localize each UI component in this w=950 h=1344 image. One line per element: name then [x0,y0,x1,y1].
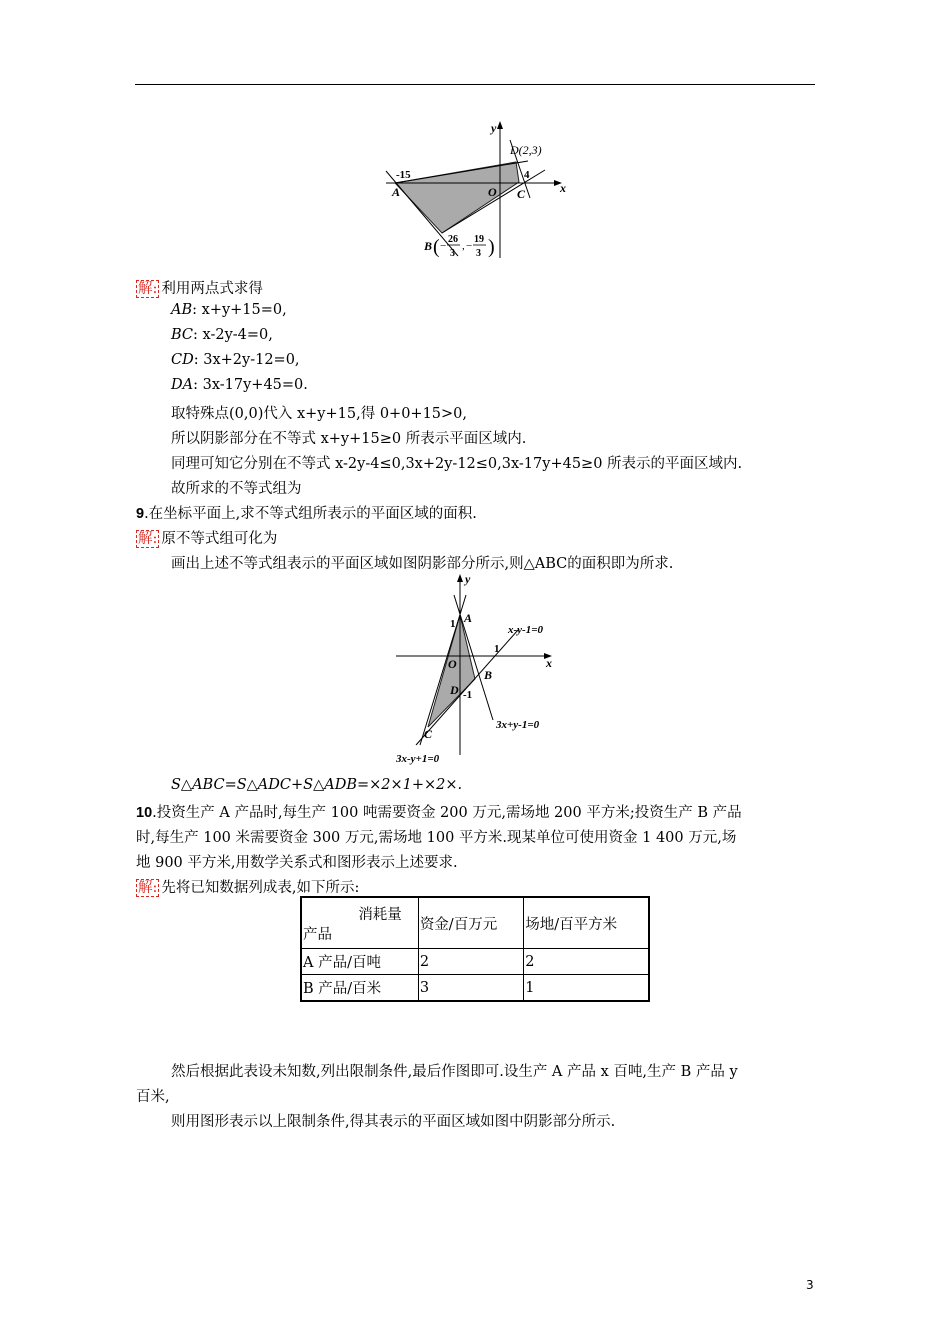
point-c-label: C [424,727,433,741]
line2-label: 3x+y-1=0 [496,719,540,731]
table-row [301,949,649,975]
table-header-row [301,897,649,949]
q10-line3: 地 900 平方米,用数学关系式和图形表示上述要求. [136,855,458,871]
da-eq: : 3x-17y+45=0. [193,377,308,393]
y-arrow [457,574,463,582]
q9-line [136,502,477,523]
q10-line2: 时,每生产 100 米需要资金 300 万元,需场地 100 平方米.现某单位可使用资金 1 400 万元,场 [136,830,737,846]
q10-number: 10 [136,805,153,821]
row-funds: 2 [418,949,523,975]
special-point-text: 取特殊点(0,0)代入 x+y+15,得 0+0+15>0, [171,406,468,422]
line1-label: x-y-1=0 [508,624,543,636]
data-table [300,896,650,1002]
bc-label: BC [171,327,194,343]
q9-draw-text: 画出上述不等式组表示的平面区域如图阴影部分所示,则△ABC的面积即为所求. [171,556,674,572]
q9-answer-line [136,527,277,548]
b-x-num: 26 [448,234,458,245]
row-space: 2 [524,949,649,975]
b-comma: , [462,240,465,252]
q10-answer-intro: 先将已知数据列成表,如下所示: [161,880,360,896]
point-d-label: D [450,683,459,697]
eq-cd [171,352,300,368]
conclusion-text: 故所求的不等式组为 [171,481,302,497]
q10-text1: .投资生产 A 产品时,每生产 100 吨需要资金 200 万元,需场地 200 平方米;投资生产 B 产品 [152,805,742,821]
closing-line1: 然后根据此表设未知数,列出限制条件,最后作图即可.设生产 A 产品 x 百吨,生产 B 产品 y [171,1064,738,1080]
figure-triangle [390,570,570,770]
shaded-triangle [428,615,475,727]
row-product: B 产品/百米 [301,975,418,1002]
row-product: A 产品/百吨 [301,949,418,975]
label-neg1: -1 [463,689,473,701]
q10-line1 [136,801,742,822]
diagonal-header-cell [301,897,418,949]
b-y-den: 3 [476,248,481,259]
header-rule [135,84,815,85]
eq-ab [171,302,287,318]
origin-label: O [448,657,457,671]
da-label: DA [171,377,194,393]
answer-tag: 解: [138,531,158,547]
point-c-label: C [517,187,526,201]
b-minus-y: − [466,240,473,252]
row-funds: 3 [418,975,523,1002]
eq-bc [171,327,273,343]
cd-eq: : 3x+2y-12=0, [193,352,300,368]
eq-da [171,377,308,393]
origin-label: O [488,185,497,199]
y-label: y [465,572,471,586]
page-number: 3 [806,1278,814,1292]
header-space: 场地/百平方米 [524,897,649,949]
point-b-label: B [424,239,433,253]
label-1-x: 1 [494,643,500,655]
b-y-num: 19 [474,234,484,245]
header-consumption: 消耗量 [358,907,402,923]
area-formula: S△ABC=S△ADC+S△ADB=×2×1+×2×. [171,777,463,793]
point-d-label: D(2,3) [510,143,542,157]
row-space: 1 [524,975,649,1002]
q9-number: 9 [136,506,145,522]
label-4: 4 [524,169,530,181]
sec8-intro: 利用两点式求得 [161,281,263,297]
q10-answer-line [136,876,359,897]
label-1-y: 1 [450,618,456,630]
y-label: y [491,121,497,135]
y-arrow [497,121,503,129]
b-minus-x: − [440,240,447,252]
point-b-label: B [484,668,493,682]
ab-eq: : x+y+15=0, [192,302,287,318]
q9-text: .在坐标平面上,求不等式组所表示的平面区域的面积. [144,506,477,522]
x-label: x [560,181,566,195]
table-row [301,975,649,1002]
line3-label: 3x-y+1=0 [396,753,440,765]
region-text: 所以阴影部分在不等式 x+y+15≥0 所表示平面区域内. [171,431,527,447]
cd-label: CD [171,352,194,368]
b-paren-open: ( [433,236,440,258]
similarly-text: 同理可知它分别在不等式 x-2y-4≤0,3x+2y-12≤0,3x-17y+45≥0 所表示的平面区域内. [171,456,743,472]
point-a-label: A [464,611,473,625]
ab-label: AB [171,302,193,318]
b-x-den: 3 [450,248,455,259]
label-neg15: -15 [396,169,411,181]
sec8-intro-line [136,277,263,298]
bc-eq: : x-2y-4=0, [193,327,273,343]
header-product: 产品 [303,927,332,943]
b-paren-close: ) [488,236,495,258]
q9-answer-intro: 原不等式组可化为 [161,531,278,547]
answer-tag: 解: [138,880,158,896]
closing-line3: 则用图形表示以上限制条件,得其表示的平面区域如图中阴影部分所示. [171,1114,616,1130]
closing-line2: 百米, [136,1089,170,1105]
x-label: x [546,656,552,670]
figure-quadrilateral [380,118,580,260]
answer-tag: 解: [138,281,158,297]
point-a-label: A [392,185,401,199]
header-funds: 资金/百万元 [418,897,523,949]
